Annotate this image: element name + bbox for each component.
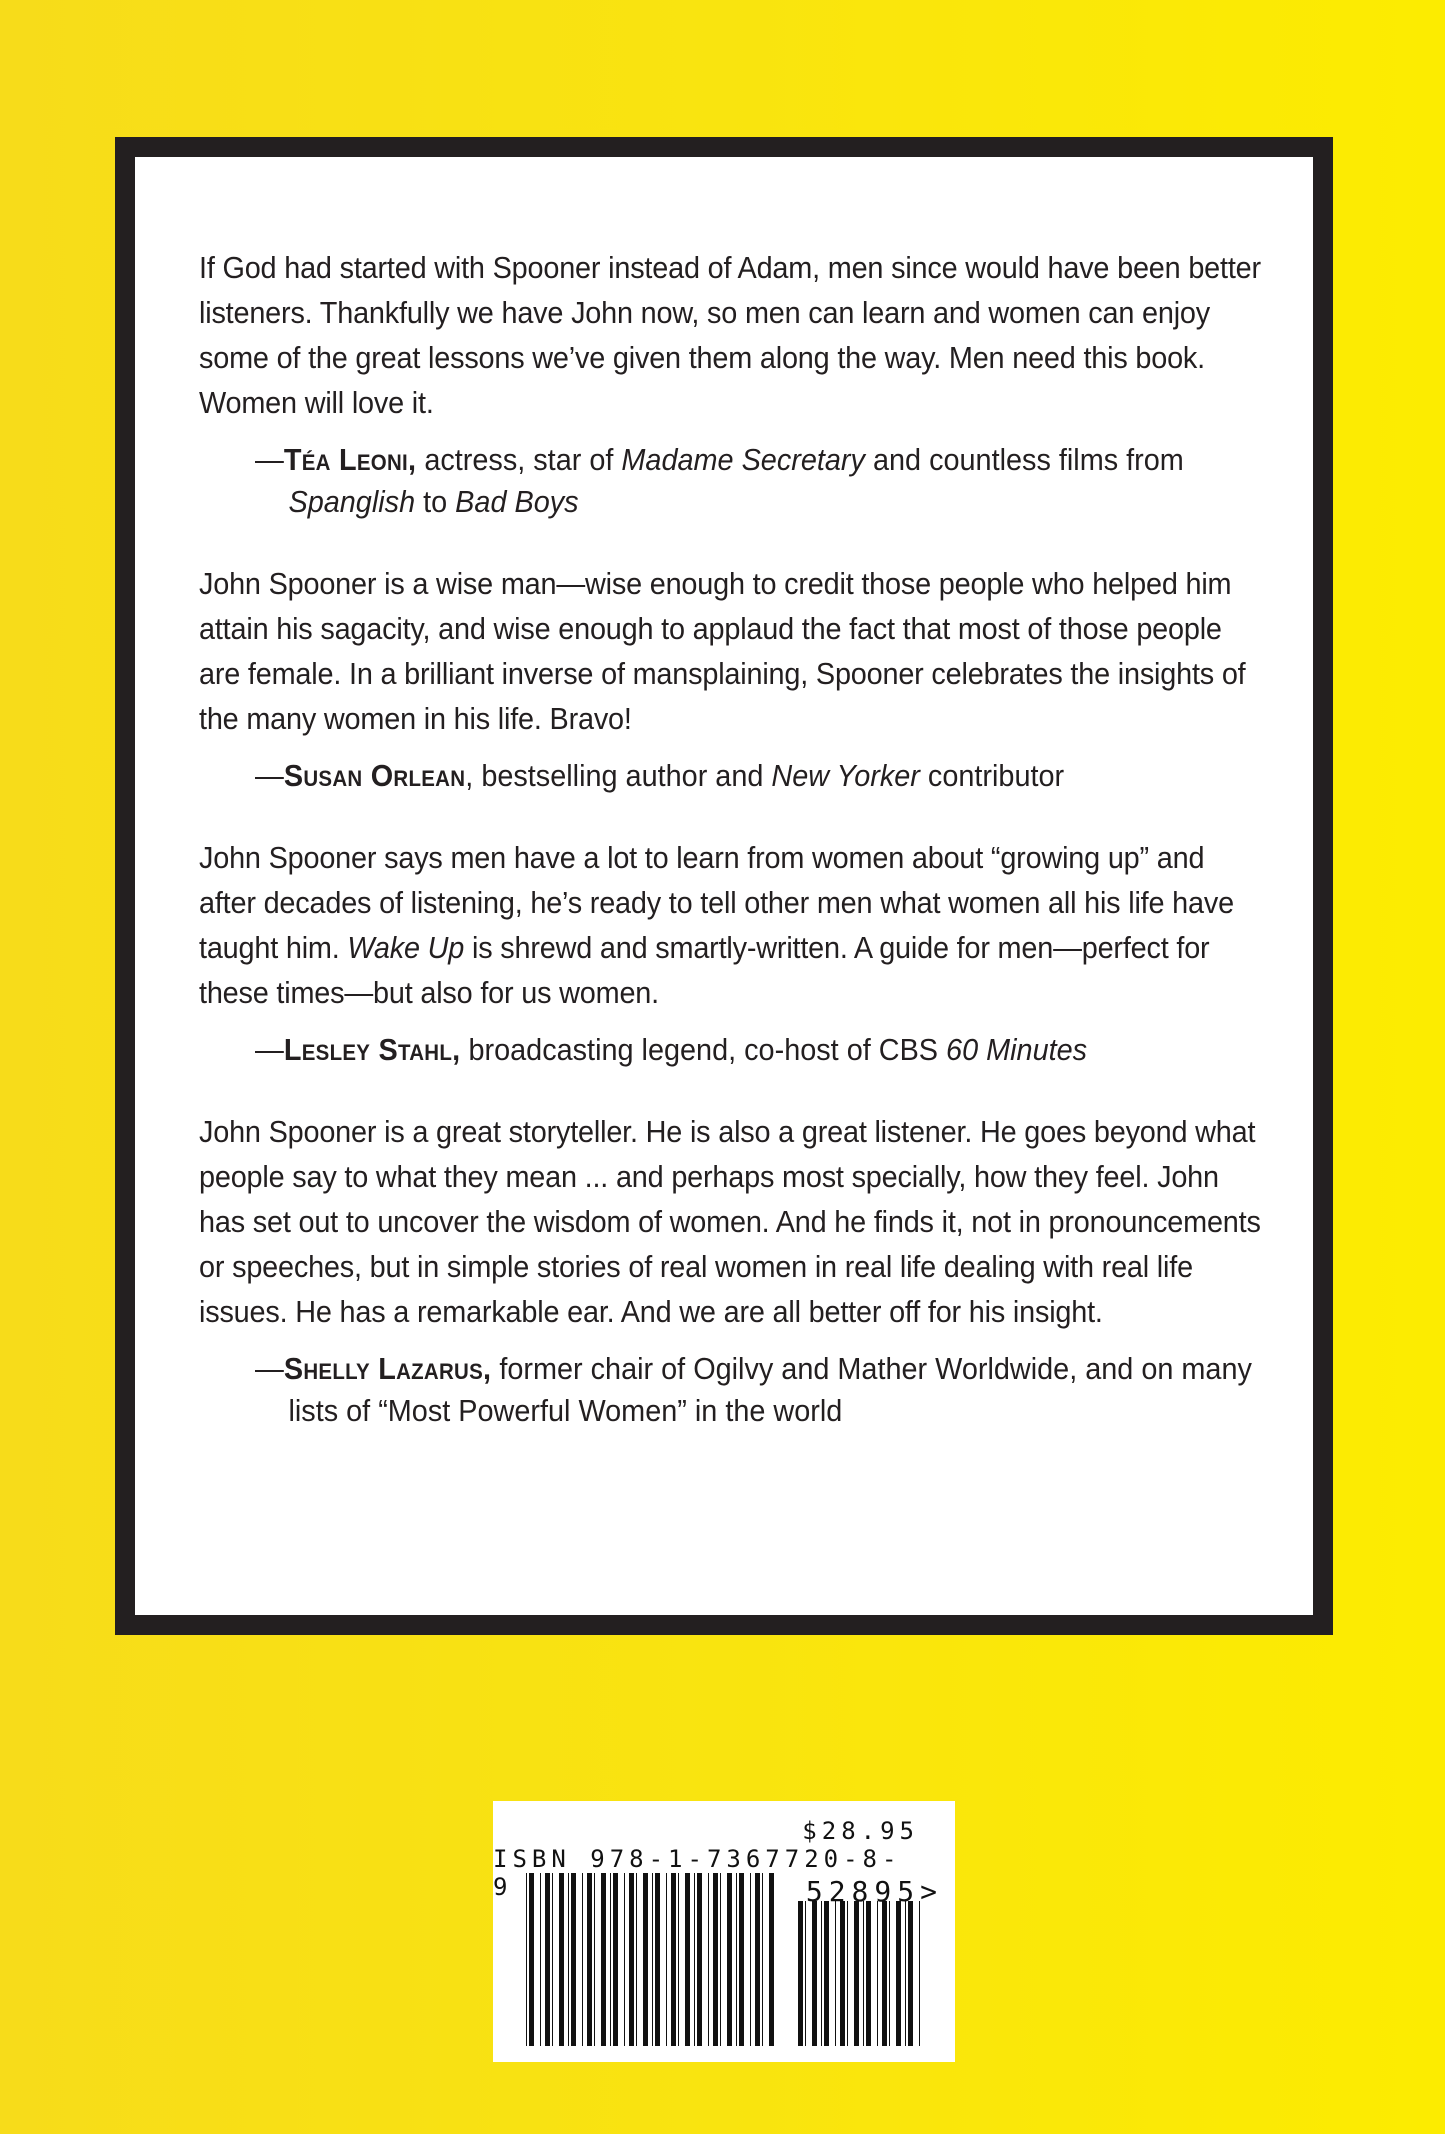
barcode-bar	[824, 1901, 829, 2046]
blurb-attribution: —Lesley Stahl, broadcasting legend, co-host of CBS 60 Minutes	[255, 1032, 1088, 1067]
barcode-bar	[840, 1901, 845, 2046]
book-title: Wake Up	[347, 930, 465, 965]
barcode-bar	[889, 1901, 890, 2046]
barcode-bar	[812, 1901, 817, 2046]
blurb-panel	[135, 157, 1313, 1615]
credit-title: 60 Minutes	[946, 1032, 1088, 1067]
barcode-bar	[821, 1901, 822, 2046]
blurb-lazarus	[199, 1109, 1291, 1432]
barcode-bar	[908, 1901, 913, 2046]
credit-text: former chair of Ogilvy and Mather Worldwide, and on many lists of “Most Powerful Women” in the world	[288, 1351, 1252, 1428]
attribution-name: Susan Orlean	[283, 758, 466, 793]
credit-text: actress, star of	[416, 442, 622, 477]
quote-text: John Spooner says men have a lot to learn from women about “growing up” and after decades of listening, he’s ready to tell other men what women all his life have taught him.	[199, 840, 1234, 965]
attribution-name: Lesley Stahl,	[283, 1032, 461, 1067]
blurb-frame	[115, 137, 1333, 1635]
blurb-leoni	[199, 245, 1291, 523]
credit-text: to	[415, 484, 456, 519]
barcode-bar	[896, 1901, 901, 2046]
blurb-stahl	[199, 835, 1291, 1071]
barcode-bar	[919, 1901, 920, 2046]
blurb-attribution: —Susan Orlean, bestselling author and New Yorker contributor	[255, 758, 1065, 793]
credit-title: Madame Secretary	[621, 442, 865, 477]
barcode-bar	[835, 1901, 836, 2046]
credit-text: , bestselling author and	[465, 758, 772, 793]
quote-text: is shrewd and smartly-written. A guide for men—perfect for these times—but also for us women.	[199, 930, 1210, 1010]
blurb-quote: If God had started with Spooner instead of Adam, men since would have been better listeners. Thankfully we have John now, so men can learn and women can enjoy some of the great lessons we’ve given them along the way. Men need this book. Women will love it.	[199, 250, 1261, 420]
barcode-bar	[854, 1901, 859, 2046]
barcode-bar	[863, 1901, 864, 2046]
barcode-bar	[805, 1901, 806, 2046]
credit-title: New Yorker	[771, 758, 920, 793]
barcode-bar	[866, 1901, 871, 2046]
blurb-quote	[199, 835, 1269, 1015]
addon-code: 52895>	[805, 1875, 943, 1908]
blurb-attribution: —Téa Leoni, actress, star of Madame Secretary and countless films from Spanglish to Bad Boys	[255, 442, 1184, 519]
price-label: $28.95	[802, 1817, 919, 1845]
blurb-attribution: —Shelly Lazarus, former chair of Ogilvy and Mather Worldwide, and on many lists of “Most Powerful Women” in the world	[255, 1351, 1252, 1428]
barcode-bar	[847, 1901, 848, 2046]
barcode-bar	[877, 1901, 878, 2046]
blurb-quote: John Spooner is a great storyteller. He is also a great listener. He goes beyond what people say to what they mean ... and perhaps most specially, how they feel. John has set out to uncover the wisdom of women. And he finds it, not in pronouncements or speeches, but in simple stories of real women in real life dealing with real life issues. He has a remarkable ear. And we are all better off for his insight.	[199, 1114, 1261, 1329]
credit-text: and countless films from	[864, 442, 1184, 477]
blurb-quote: John Spooner is a wise man—wise enough to credit those people who helped him attain his sagacity, and wise enough to applaud the fact that most of those people are female. In a brilliant inverse of mansplaining, Spooner celebrates the insights of the many women in his life. Bravo!	[199, 566, 1246, 736]
attribution-name: Shelly Lazarus,	[283, 1351, 492, 1386]
credit-text: contributor	[919, 758, 1065, 793]
isbn-label: ISBN 978-1-7367720-8-9	[493, 1845, 902, 1901]
credit-title: Bad Boys	[455, 484, 579, 519]
credit-text: broadcasting legend, co-host of CBS	[460, 1032, 947, 1067]
credit-title: Spanglish	[288, 484, 416, 519]
attribution-name: Téa Leoni,	[283, 442, 417, 477]
barcode-bar	[882, 1901, 887, 2046]
blurb-orlean	[199, 561, 1291, 797]
isbn-barcode	[493, 1801, 955, 2062]
barcode-bar	[798, 1901, 803, 2046]
barcode-bar	[905, 1901, 906, 2046]
